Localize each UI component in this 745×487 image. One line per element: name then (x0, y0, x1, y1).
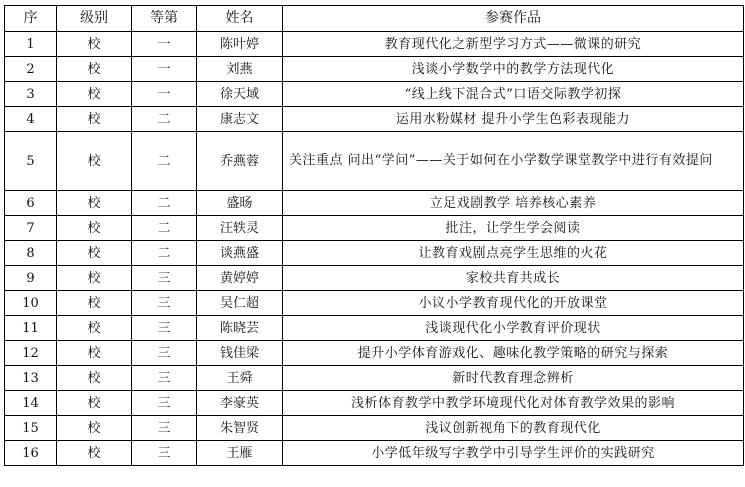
header-index: 序 (5, 6, 57, 32)
cell-title: 小议小学教育现代化的开放课堂 (283, 291, 744, 316)
table-row (5, 316, 744, 341)
cell-rank: 一 (132, 82, 197, 107)
cell-index: 8 (5, 241, 57, 266)
cell-name: 王雁 (197, 441, 283, 466)
cell-rank: 二 (132, 216, 197, 241)
cell-title: 批注，让学生学会阅读 (283, 216, 744, 241)
cell-title: 新时代教育理念辨析 (283, 366, 744, 391)
cell-level: 校 (57, 316, 132, 341)
cell-rank: 三 (132, 341, 197, 366)
cell-title: 浅议创新视角下的教育现代化 (283, 416, 744, 441)
cell-name: 刘燕 (197, 57, 283, 82)
cell-title: 立足戏剧教学 培养核心素养 (283, 191, 744, 216)
cell-name: 徐天域 (197, 82, 283, 107)
cell-name: 吴仁超 (197, 291, 283, 316)
cell-name: 谈燕盛 (197, 241, 283, 266)
cell-title: “线上线下混合式”口语交际教学初探 (283, 82, 744, 107)
header-row (5, 6, 744, 32)
table-row (5, 191, 744, 216)
cell-level: 校 (57, 241, 132, 266)
cell-name: 王舜 (197, 366, 283, 391)
cell-title: 浅谈小学数学中的教学方法现代化 (283, 57, 744, 82)
cell-index: 7 (5, 216, 57, 241)
cell-index: 16 (5, 441, 57, 466)
cell-name: 钱佳梁 (197, 341, 283, 366)
table-row (5, 341, 744, 366)
cell-rank: 三 (132, 366, 197, 391)
header-rank: 等第 (132, 6, 197, 32)
cell-rank: 二 (132, 191, 197, 216)
cell-level: 校 (57, 291, 132, 316)
table-row (5, 416, 744, 441)
table-row (5, 366, 744, 391)
table-row (5, 266, 744, 291)
cell-level: 校 (57, 57, 132, 82)
cell-title: 运用水粉媒材 提升小学生色彩表现能力 (283, 107, 744, 132)
table-row (5, 391, 744, 416)
table-row (5, 82, 744, 107)
cell-title: 浅谈现代化小学教育评价现状 (283, 316, 744, 341)
cell-title: 浅析体育教学中教学环境现代化对体育教学效果的影响 (283, 391, 744, 416)
cell-name: 盛旸 (197, 191, 283, 216)
cell-level: 校 (57, 191, 132, 216)
cell-name: 黄婷婷 (197, 266, 283, 291)
cell-rank: 三 (132, 291, 197, 316)
cell-rank: 二 (132, 241, 197, 266)
cell-index: 10 (5, 291, 57, 316)
cell-index: 14 (5, 391, 57, 416)
cell-level: 校 (57, 82, 132, 107)
cell-index: 3 (5, 82, 57, 107)
cell-rank: 三 (132, 266, 197, 291)
table-row (5, 107, 744, 132)
award-table (4, 5, 744, 466)
cell-level: 校 (57, 107, 132, 132)
table-body (5, 32, 744, 466)
cell-title: 关注重点 问出“学问”——关于如何在小学数学课堂教学中进行有效提问 (283, 132, 744, 191)
table-row (5, 291, 744, 316)
cell-name: 汪轶灵 (197, 216, 283, 241)
header-title: 参赛作品 (283, 6, 744, 32)
cell-name: 朱智贤 (197, 416, 283, 441)
cell-level: 校 (57, 366, 132, 391)
cell-title: 教育现代化之新型学习方式——微课的研究 (283, 32, 744, 57)
cell-rank: 三 (132, 391, 197, 416)
cell-index: 15 (5, 416, 57, 441)
table-row (5, 32, 744, 57)
cell-level: 校 (57, 341, 132, 366)
table-row (5, 216, 744, 241)
header-level: 级别 (57, 6, 132, 32)
cell-index: 5 (5, 132, 57, 191)
header-name: 姓名 (197, 6, 283, 32)
table-row (5, 241, 744, 266)
cell-rank: 三 (132, 441, 197, 466)
cell-title: 提升小学体育游戏化、趣味化教学策略的研究与探索 (283, 341, 744, 366)
table-row (5, 441, 744, 466)
cell-name: 李豪英 (197, 391, 283, 416)
cell-index: 4 (5, 107, 57, 132)
cell-rank: 二 (132, 132, 197, 191)
cell-index: 12 (5, 341, 57, 366)
cell-rank: 二 (132, 107, 197, 132)
cell-level: 校 (57, 416, 132, 441)
cell-index: 1 (5, 32, 57, 57)
table-row (5, 132, 744, 191)
cell-index: 2 (5, 57, 57, 82)
cell-level: 校 (57, 266, 132, 291)
cell-name: 陈叶婷 (197, 32, 283, 57)
cell-level: 校 (57, 441, 132, 466)
cell-level: 校 (57, 32, 132, 57)
cell-rank: 一 (132, 57, 197, 82)
cell-level: 校 (57, 391, 132, 416)
cell-name: 陈晓芸 (197, 316, 283, 341)
cell-rank: 一 (132, 32, 197, 57)
cell-index: 11 (5, 316, 57, 341)
cell-level: 校 (57, 132, 132, 191)
cell-index: 6 (5, 191, 57, 216)
cell-index: 13 (5, 366, 57, 391)
cell-rank: 三 (132, 316, 197, 341)
cell-rank: 三 (132, 416, 197, 441)
table-row (5, 57, 744, 82)
cell-title: 家校共育共成长 (283, 266, 744, 291)
cell-index: 9 (5, 266, 57, 291)
cell-title: 让教育戏剧点亮学生思维的火花 (283, 241, 744, 266)
cell-name: 康志文 (197, 107, 283, 132)
cell-level: 校 (57, 216, 132, 241)
cell-name: 乔燕蓉 (197, 132, 283, 191)
cell-title: 小学低年级写字教学中引导学生评价的实践研究 (283, 441, 744, 466)
